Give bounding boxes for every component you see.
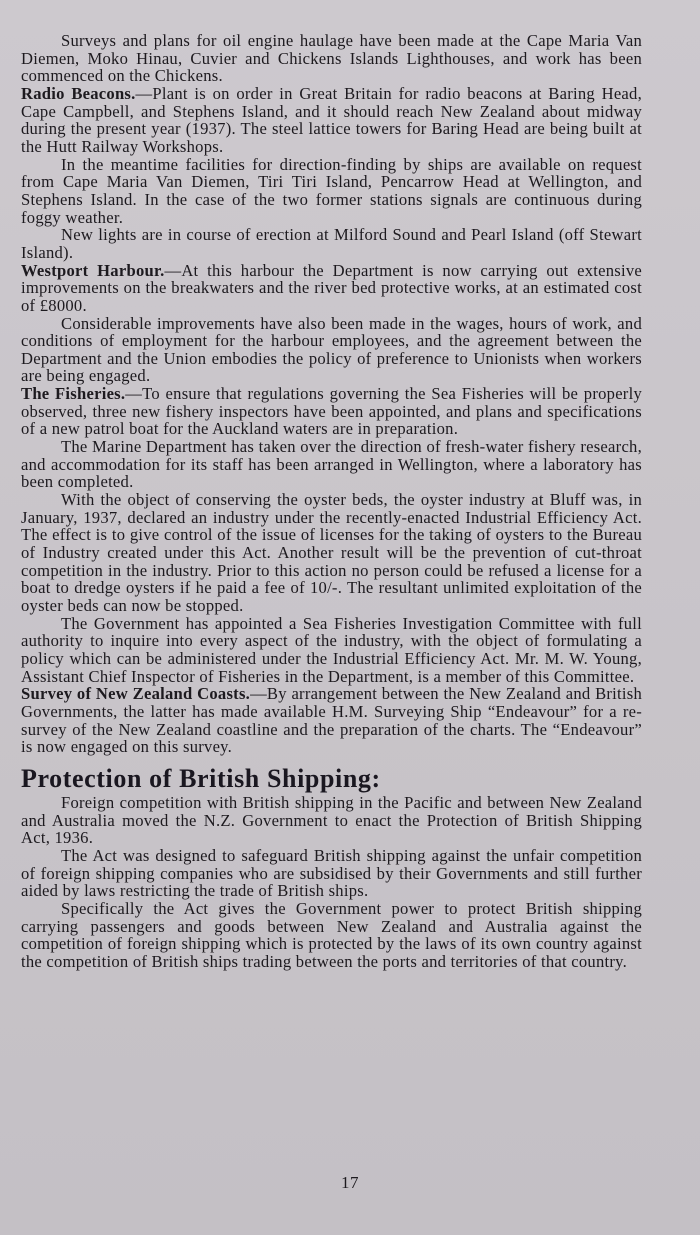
- paragraph-text: Foreign competition with British shipping in the Pacific and between New Zealand and Australia moved the N.Z. Government to enact the Protection of British Shipping Act, 1936.: [21, 792, 642, 848]
- paragraph-lead-heading: The Fisheries.: [21, 384, 126, 404]
- section-heading: Protection of British Shipping:: [21, 763, 381, 793]
- paragraph-lead-heading: Radio Beacons.: [21, 83, 136, 103]
- paragraph-text: —Plant is on order in Great Britain for radio beacons at Baring Head, Cape Campbell, and Stephens Island, and it should reach New Zealand about midway during the present year (1937). The steel lattice towers for Baring Head are being built at the Hutt Railway Workshops.: [21, 83, 642, 156]
- paragraph-text: The Government has appointed a Sea Fisheries Investigation Committee with full authority to inquire into every aspect of the industry, with the object of formulating a policy which can be administered under the Industrial Efficiency Act. Mr. M. W. Young, Assistant Chief Inspector of Fisheries in the Department, is a member of this Committee.: [21, 613, 642, 686]
- body-text-part-1: [21, 32, 642, 756]
- paragraph: [21, 794, 642, 847]
- paragraph: [21, 32, 642, 85]
- paragraph: [21, 900, 642, 971]
- paragraph: [21, 315, 642, 386]
- paragraph: [21, 156, 642, 227]
- paragraph-lead-heading: Westport Harbour.: [21, 260, 165, 280]
- paragraph-text: Surveys and plans for oil engine haulage have been made at the Cape Maria Van Diemen, Moko Hinau, Cuvier and Chickens Islands Lighthouses, and work has been commenced on the Chickens.: [21, 31, 642, 86]
- paragraph-text: In the meantime facilities for direction-finding by ships are available on request from Cape Maria Van Diemen, Tiri Tiri Island, Pencarrow Head at Wellington, and Stephens Island. In the case of the two former stations signals are continuous during foggy weather.: [21, 154, 642, 227]
- paragraph-text: With the object of conserving the oyster beds, the oyster industry at Bluff was, in January, 1937, declared an industry under the recently-enacted Industrial Efficiency Act. The effect is to give control of the issue of licenses for the taking of oysters to the Bureau of Industry created under this Act. Another result will be the prevention of cut-throat competition in the industry. Prior to this action no person could be refused a license for a boat to dredge oysters if he paid a fee of 10/-. The resultant unlimited exploitation of the oyster beds can now be stopped.: [21, 490, 642, 615]
- page-number: 17: [341, 1173, 359, 1192]
- paragraph-text: New lights are in course of erection at Milford Sound and Pearl Island (off Stewart Island).: [21, 225, 642, 262]
- paragraph-text: The Marine Department has taken over the direction of fresh-water fishery research, and accommodation for its staff has been arranged in Wellington, where a laboratory has been completed.: [21, 437, 642, 492]
- paragraph-text: —To ensure that regulations governing the Sea Fisheries will be properly observed, three new fishery inspectors have been appointed, and plans and specifications of a new patrol boat for the Auckland waters are in preparation.: [21, 384, 642, 439]
- paragraph: [21, 685, 642, 756]
- paragraph-text: Considerable improvements have also been made in the wages, hours of work, and conditions of employment for the harbour employees, and the agreement between the Department and the Union embodies the policy of preference to Unionists when workers are being engaged.: [21, 313, 642, 386]
- paragraph: [21, 226, 642, 261]
- paragraph-text: —By arrangement between the New Zealand and British Governments, the latter has made available H.M. Surveying Ship “Endeavour” for a re-survey of the New Zealand coastline and the preparation of the charts. The “Endeavour” is now engaged on this survey.: [21, 684, 642, 757]
- paragraph-text: —At this harbour the Department is now carrying out extensive improvements on the breakwaters and the river bed protective works, at an estimated cost of £8000.: [21, 260, 643, 315]
- paragraph: [21, 385, 642, 438]
- paragraph-text: Specifically the Act gives the Government power to protect British shipping carrying passengers and goods between New Zealand and Australia against the competition of foreign shipping which is protected by the laws of its own country against the competition of British ships trading between the ports and territories of that country.: [21, 898, 642, 971]
- paragraph: [21, 847, 642, 900]
- paragraph: [21, 438, 642, 491]
- body-text-part-2: [21, 794, 642, 971]
- paragraph-text: The Act was designed to safeguard British shipping against the unfair competition of foreign shipping companies who are subsidised by their Governments and still further aided by laws restricting the trade of British ships.: [21, 845, 642, 901]
- paragraph-lead-heading: Survey of New Zealand Coasts.: [21, 684, 251, 704]
- paragraph: [21, 615, 642, 686]
- paragraph: [21, 262, 642, 315]
- paragraph: [21, 85, 642, 156]
- paragraph: [21, 491, 642, 615]
